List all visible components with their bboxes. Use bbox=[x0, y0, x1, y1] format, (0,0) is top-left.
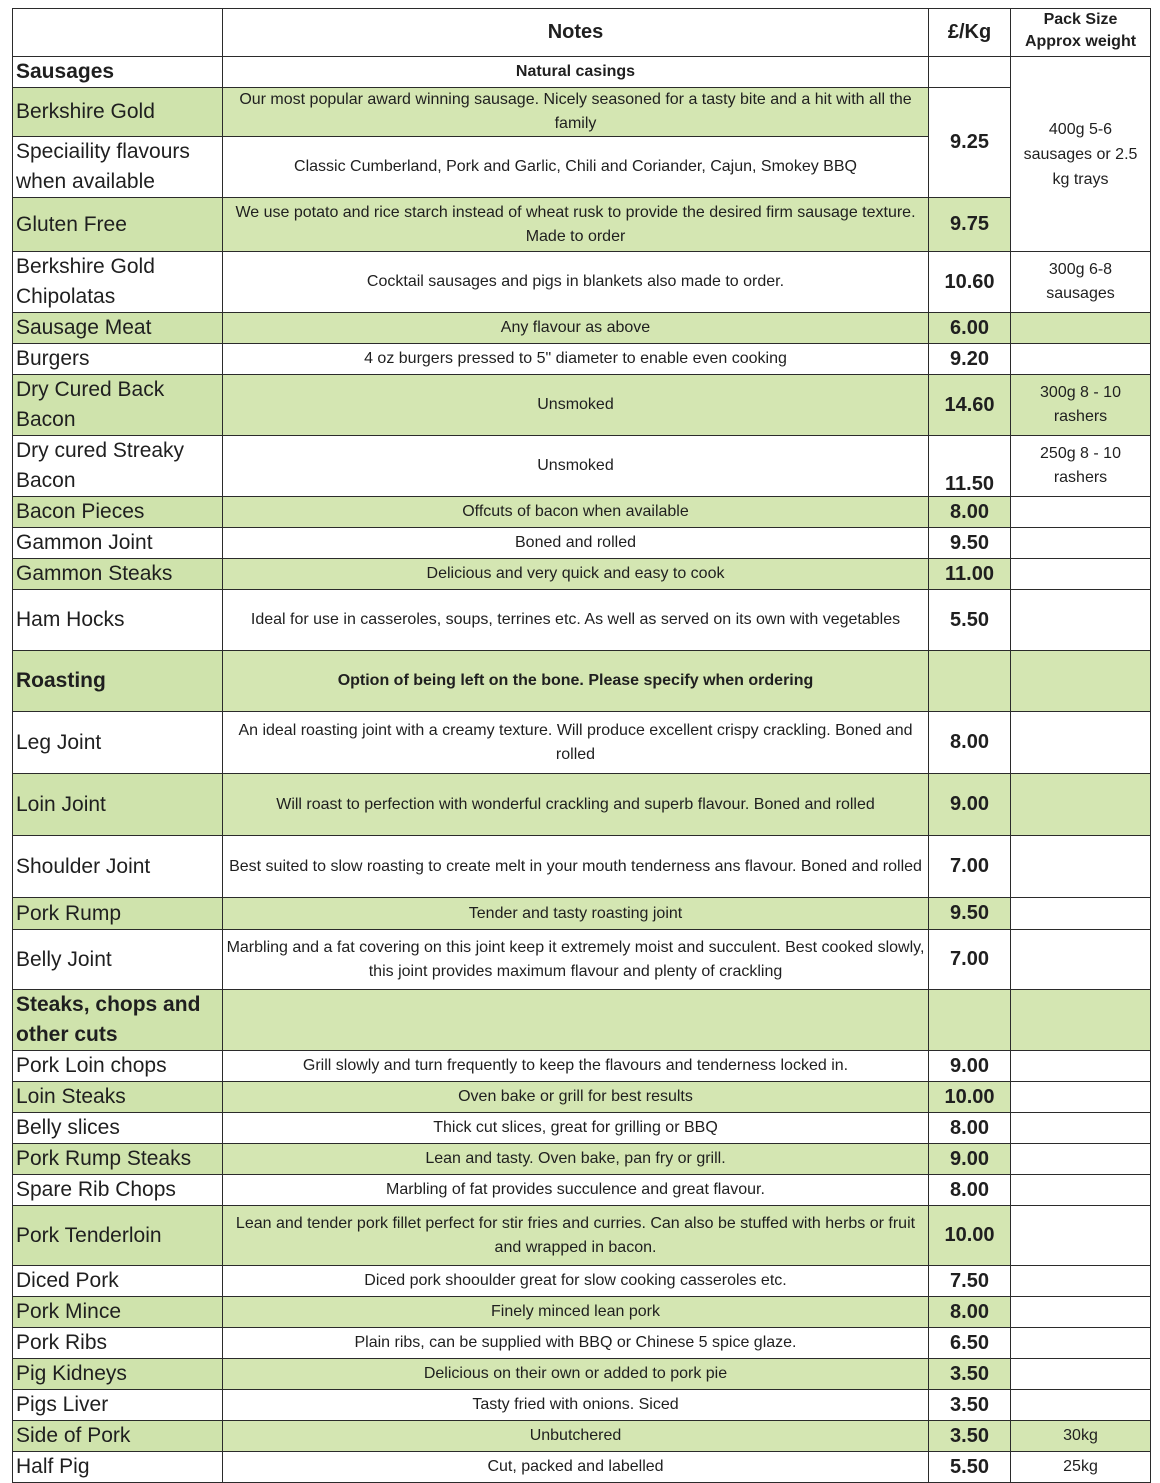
product-note: Marbling of fat provides succulence and great flavour. bbox=[223, 1175, 929, 1206]
product-pack bbox=[1011, 497, 1151, 528]
product-pack bbox=[1011, 1328, 1151, 1359]
product-name: Gluten Free bbox=[13, 198, 223, 252]
product-note: Thick cut slices, great for grilling or BBQ bbox=[223, 1113, 929, 1144]
price-cell bbox=[929, 651, 1011, 712]
table-row bbox=[13, 1421, 1151, 1452]
product-price: 10.60 bbox=[929, 252, 1011, 313]
product-price: 9.50 bbox=[929, 528, 1011, 559]
table-row bbox=[13, 1175, 1151, 1206]
product-name: Diced Pork bbox=[13, 1266, 223, 1297]
product-name: Pig Kidneys bbox=[13, 1359, 223, 1390]
product-price: 11.50 bbox=[929, 436, 1011, 497]
product-name: Berkshire Gold bbox=[13, 88, 223, 137]
product-pack: 300g 6-8 sausages bbox=[1011, 252, 1151, 313]
product-note: 4 oz burgers pressed to 5" diameter to enable even cooking bbox=[223, 344, 929, 375]
table-row bbox=[13, 1328, 1151, 1359]
table-row bbox=[13, 1113, 1151, 1144]
table-row bbox=[13, 1082, 1151, 1113]
product-price: 5.50 bbox=[929, 1452, 1011, 1483]
price-list-sheet bbox=[12, 8, 1150, 1483]
product-name: Dry cured Streaky Bacon bbox=[13, 436, 223, 497]
product-note: Delicious on their own or added to pork pie bbox=[223, 1359, 929, 1390]
product-pack bbox=[1011, 898, 1151, 930]
product-pack bbox=[1011, 344, 1151, 375]
product-note: Unbutchered bbox=[223, 1421, 929, 1452]
price-table bbox=[12, 8, 1151, 1483]
product-price: 10.00 bbox=[929, 1082, 1011, 1113]
product-note: Ideal for use in casseroles, soups, terrines etc. As well as served on its own with vegetables bbox=[223, 590, 929, 651]
header-row bbox=[13, 9, 1151, 57]
product-pack: 25kg bbox=[1011, 1452, 1151, 1483]
section-title-roasting: Roasting bbox=[13, 651, 223, 712]
product-note: Any flavour as above bbox=[223, 313, 929, 344]
product-pack bbox=[1011, 528, 1151, 559]
product-note: Unsmoked bbox=[223, 436, 929, 497]
product-name: Pork Mince bbox=[13, 1297, 223, 1328]
product-note: Will roast to perfection with wonderful crackling and superb flavour. Boned and rolled bbox=[223, 774, 929, 836]
product-pack bbox=[1011, 1175, 1151, 1206]
product-name: Loin Joint bbox=[13, 774, 223, 836]
product-note: Boned and rolled bbox=[223, 528, 929, 559]
product-price: 10.00 bbox=[929, 1206, 1011, 1266]
product-note: Offcuts of bacon when available bbox=[223, 497, 929, 528]
pack-cell bbox=[1011, 651, 1151, 712]
header-pack: Pack Size Approx weight bbox=[1011, 9, 1151, 57]
product-price: 8.00 bbox=[929, 712, 1011, 774]
product-pack bbox=[1011, 1359, 1151, 1390]
product-price: 5.50 bbox=[929, 590, 1011, 651]
product-pack: 250g 8 - 10 rashers bbox=[1011, 436, 1151, 497]
product-price: 8.00 bbox=[929, 497, 1011, 528]
product-price: 11.00 bbox=[929, 559, 1011, 590]
product-price: 9.00 bbox=[929, 1144, 1011, 1175]
product-price: 6.00 bbox=[929, 313, 1011, 344]
pack-cell-merged: 400g 5-6 sausages or 2.5 kg trays bbox=[1011, 57, 1151, 252]
product-price: 3.50 bbox=[929, 1390, 1011, 1421]
product-pack bbox=[1011, 930, 1151, 990]
product-name: Pork Rump bbox=[13, 898, 223, 930]
product-name: Half Pig bbox=[13, 1452, 223, 1483]
product-pack bbox=[1011, 712, 1151, 774]
product-price: 14.60 bbox=[929, 375, 1011, 436]
table-row bbox=[13, 436, 1151, 497]
product-note: Oven bake or grill for best results bbox=[223, 1082, 929, 1113]
product-name: Belly Joint bbox=[13, 930, 223, 990]
section-row-sausages bbox=[13, 57, 1151, 88]
product-note: Finely minced lean pork bbox=[223, 1297, 929, 1328]
product-name: Berkshire Gold Chipolatas bbox=[13, 252, 223, 313]
product-name: Bacon Pieces bbox=[13, 497, 223, 528]
section-row-steaks bbox=[13, 990, 1151, 1051]
product-price: 3.50 bbox=[929, 1421, 1011, 1452]
product-pack: 300g 8 - 10 rashers bbox=[1011, 375, 1151, 436]
product-name: Pork Ribs bbox=[13, 1328, 223, 1359]
table-row bbox=[13, 375, 1151, 436]
table-row bbox=[13, 1206, 1151, 1266]
product-pack bbox=[1011, 1266, 1151, 1297]
product-name: Burgers bbox=[13, 344, 223, 375]
product-pack bbox=[1011, 313, 1151, 344]
price-cell-merged: 9.25 bbox=[929, 88, 1011, 198]
table-row bbox=[13, 1144, 1151, 1175]
table-row bbox=[13, 88, 1151, 137]
table-row bbox=[13, 774, 1151, 836]
product-name: Pork Tenderloin bbox=[13, 1206, 223, 1266]
table-row bbox=[13, 712, 1151, 774]
table-row bbox=[13, 1051, 1151, 1082]
header-notes: Notes bbox=[223, 9, 929, 57]
product-pack bbox=[1011, 1113, 1151, 1144]
product-pack: 30kg bbox=[1011, 1421, 1151, 1452]
table-row bbox=[13, 528, 1151, 559]
table-row bbox=[13, 497, 1151, 528]
product-pack bbox=[1011, 1206, 1151, 1266]
product-price: 7.00 bbox=[929, 930, 1011, 990]
table-row bbox=[13, 1297, 1151, 1328]
product-name: Pigs Liver bbox=[13, 1390, 223, 1421]
product-note: Lean and tasty. Oven bake, pan fry or grill. bbox=[223, 1144, 929, 1175]
product-note: Grill slowly and turn frequently to keep the flavours and tenderness locked in. bbox=[223, 1051, 929, 1082]
product-pack bbox=[1011, 590, 1151, 651]
product-name: Shoulder Joint bbox=[13, 836, 223, 898]
product-name: Loin Steaks bbox=[13, 1082, 223, 1113]
product-note: Lean and tender pork fillet perfect for stir fries and curries. Can also be stuffed with herbs or fruit and wrapped in bacon. bbox=[223, 1206, 929, 1266]
product-pack bbox=[1011, 559, 1151, 590]
product-price: 7.50 bbox=[929, 1266, 1011, 1297]
product-price: 8.00 bbox=[929, 1297, 1011, 1328]
product-note: Marbling and a fat covering on this joint keep it extremely moist and succulent. Best cooked slowly, this joint provides maximum flavour and plenty of crackling bbox=[223, 930, 929, 990]
product-name: Gammon Joint bbox=[13, 528, 223, 559]
product-pack bbox=[1011, 1390, 1151, 1421]
product-price: 3.50 bbox=[929, 1359, 1011, 1390]
product-price: 6.50 bbox=[929, 1328, 1011, 1359]
section-title-steaks: Steaks, chops and other cuts bbox=[13, 990, 223, 1051]
section-note-sausages: Natural casings bbox=[223, 57, 929, 88]
table-row bbox=[13, 313, 1151, 344]
section-row-roasting bbox=[13, 651, 1151, 712]
header-blank bbox=[13, 9, 223, 57]
product-price: 8.00 bbox=[929, 1113, 1011, 1144]
product-name: Pork Loin chops bbox=[13, 1051, 223, 1082]
product-pack bbox=[1011, 1082, 1151, 1113]
table-row bbox=[13, 344, 1151, 375]
price-cell bbox=[929, 57, 1011, 88]
product-pack bbox=[1011, 1051, 1151, 1082]
product-name: Belly slices bbox=[13, 1113, 223, 1144]
product-note: Our most popular award winning sausage. Nicely seasoned for a tasty bite and a hit with all the family bbox=[223, 88, 929, 137]
product-note: Cocktail sausages and pigs in blankets also made to order. bbox=[223, 252, 929, 313]
product-price: 9.50 bbox=[929, 898, 1011, 930]
product-pack bbox=[1011, 1297, 1151, 1328]
section-note-roasting: Option of being left on the bone. Please specify when ordering bbox=[223, 651, 929, 712]
product-price: 8.00 bbox=[929, 1175, 1011, 1206]
table-row bbox=[13, 1390, 1151, 1421]
product-name: Ham Hocks bbox=[13, 590, 223, 651]
table-row bbox=[13, 559, 1151, 590]
table-row bbox=[13, 836, 1151, 898]
table-row bbox=[13, 898, 1151, 930]
product-name: Dry Cured Back Bacon bbox=[13, 375, 223, 436]
product-name: Speciaility flavours when available bbox=[13, 137, 223, 198]
product-name: Leg Joint bbox=[13, 712, 223, 774]
product-note: Cut, packed and labelled bbox=[223, 1452, 929, 1483]
product-price: 9.20 bbox=[929, 344, 1011, 375]
table-row bbox=[13, 1359, 1151, 1390]
product-name: Sausage Meat bbox=[13, 313, 223, 344]
product-price: 9.00 bbox=[929, 774, 1011, 836]
product-note: Plain ribs, can be supplied with BBQ or Chinese 5 spice glaze. bbox=[223, 1328, 929, 1359]
table-row bbox=[13, 1266, 1151, 1297]
product-note: Tasty fried with onions. Siced bbox=[223, 1390, 929, 1421]
table-row bbox=[13, 1452, 1151, 1483]
product-pack bbox=[1011, 836, 1151, 898]
product-note: Tender and tasty roasting joint bbox=[223, 898, 929, 930]
product-price: 9.75 bbox=[929, 198, 1011, 252]
product-note: Unsmoked bbox=[223, 375, 929, 436]
section-note-steaks bbox=[223, 990, 929, 1051]
product-name: Spare Rib Chops bbox=[13, 1175, 223, 1206]
table-row bbox=[13, 930, 1151, 990]
pack-cell bbox=[1011, 990, 1151, 1051]
header-price: £/Kg bbox=[929, 9, 1011, 57]
product-price: 7.00 bbox=[929, 836, 1011, 898]
product-price: 9.00 bbox=[929, 1051, 1011, 1082]
product-note: Delicious and very quick and easy to cook bbox=[223, 559, 929, 590]
table-row bbox=[13, 252, 1151, 313]
product-pack bbox=[1011, 774, 1151, 836]
product-pack bbox=[1011, 1144, 1151, 1175]
product-note: Diced pork shooulder great for slow cooking casseroles etc. bbox=[223, 1266, 929, 1297]
price-cell bbox=[929, 990, 1011, 1051]
table-row bbox=[13, 198, 1151, 252]
product-note: An ideal roasting joint with a creamy texture. Will produce excellent crispy crackling. Boned and rolled bbox=[223, 712, 929, 774]
product-name: Side of Pork bbox=[13, 1421, 223, 1452]
product-name: Gammon Steaks bbox=[13, 559, 223, 590]
section-title-sausages: Sausages bbox=[13, 57, 223, 88]
product-note: We use potato and rice starch instead of wheat rusk to provide the desired firm sausage texture. Made to order bbox=[223, 198, 929, 252]
product-note: Classic Cumberland, Pork and Garlic, Chili and Coriander, Cajun, Smokey BBQ bbox=[223, 137, 929, 198]
table-row bbox=[13, 590, 1151, 651]
product-note: Best suited to slow roasting to create melt in your mouth tenderness ans flavour. Boned and rolled bbox=[223, 836, 929, 898]
product-name: Pork Rump Steaks bbox=[13, 1144, 223, 1175]
